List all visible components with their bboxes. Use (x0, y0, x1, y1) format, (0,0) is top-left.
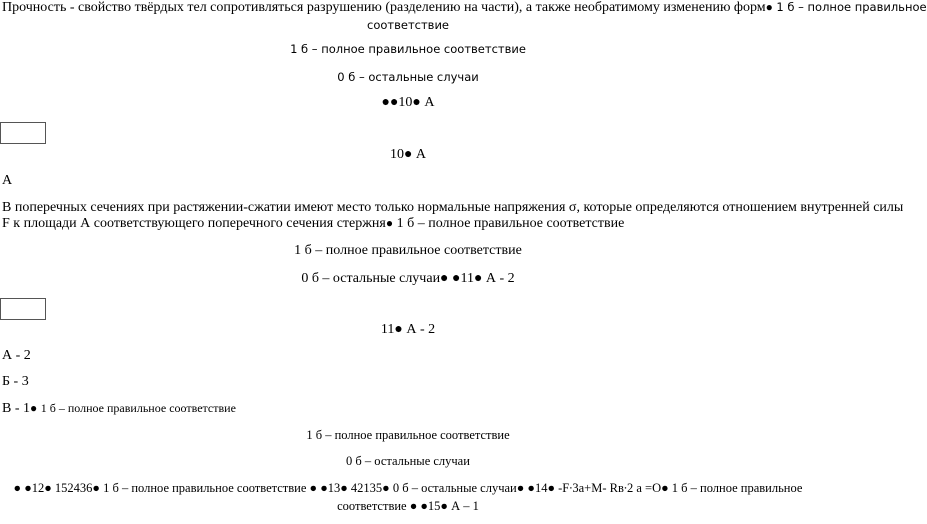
q9-score-other: 0 б – остальные случаи (337, 70, 479, 84)
q11-heading: 11● А - 2 (380, 322, 436, 337)
q10-answer: А (2, 173, 13, 188)
q10-paragraph-text: F к площади А соответствующего поперечного сечения стержня (2, 216, 386, 231)
q9-score-full: 1 б – полное правильное соответствие (290, 42, 526, 56)
footer-line2: соответствие ● ●15● А – 1 (337, 499, 479, 513)
q11-item-b: Б - 3 (2, 374, 29, 389)
q11-score-inline: 1 б – полное правильное соответствие (40, 401, 236, 415)
q11-score-other: 0 б – остальные случаи (346, 454, 470, 468)
q10-heading: 10● А (389, 147, 427, 162)
q10-paragraph-line2 (2, 216, 624, 232)
q9-paragraph-line2: соответствие (367, 18, 449, 32)
q9-paragraph-line1 (2, 0, 927, 16)
footer-line1: ● ●12● 152436● 1 б – полное правильное соответствие ● ●13● 42135● 0 б – остальные случаи● ●14● -F∙3a+M- Rв∙2 a =О● 1 б – полное правильное (13, 481, 803, 495)
q11-item-c (2, 401, 236, 417)
answer-box[interactable] (0, 298, 46, 320)
q11-score-full: 1 б – полное правильное соответствие (306, 428, 510, 442)
q11-item-a: А - 2 (2, 348, 31, 363)
q9-score-inline: 1 б – полное правильное (776, 0, 927, 14)
q10-score-other: 0 б – остальные случаи● ●11● А - 2 (301, 271, 515, 286)
bullet-icon: ● (765, 0, 773, 14)
answer-box[interactable] (0, 122, 46, 144)
bullet-icon: ● (385, 216, 394, 230)
q9-definition-text: Прочность - свойство твёрдых тел сопротивляться разрушению (разделению на части), а также необратимому изменению форм (2, 0, 766, 15)
q10-paragraph-line1: В поперечных сечениях при растяжении-сжатии имеют место только нормальные напряжения σ, которые определяются отношением внутренней силы (2, 200, 904, 215)
bullet-icon: ● (30, 401, 38, 415)
q11-item-c-text: В - 1 (2, 401, 30, 416)
q10-score-inline: 1 б – полное правильное соответствие (396, 216, 625, 231)
q10-marker: ●●10● А (381, 95, 435, 110)
q10-score-full: 1 б – полное правильное соответствие (294, 243, 522, 258)
